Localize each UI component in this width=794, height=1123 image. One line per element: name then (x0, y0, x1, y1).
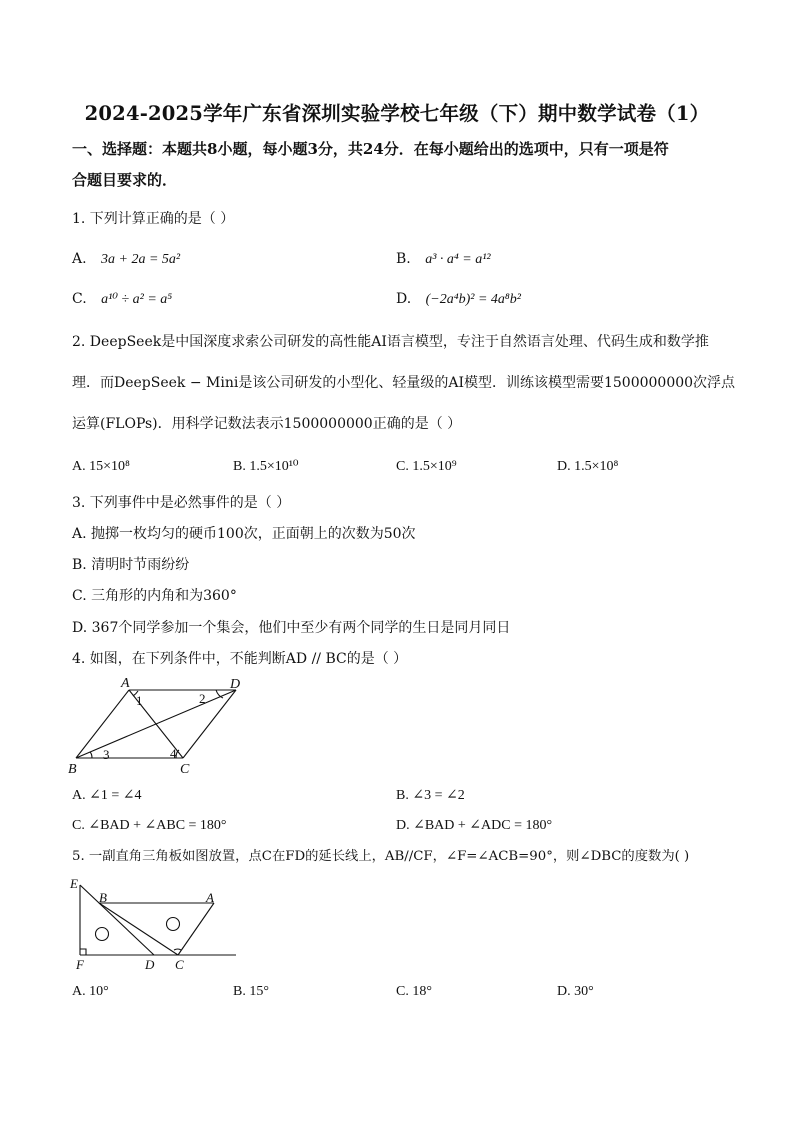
q5-stem: 5. 一副直角三角板如图放置，点C在FD的延长线上，AB//CF，∠F=∠ACB=90°，则∠DBC的度数为( ) (72, 849, 690, 864)
q1-option-b-expr: a³ · a⁴ = a¹² (425, 252, 491, 267)
q5-label-c: C (175, 957, 184, 972)
q3-option-d: D. 367个同学参加一个集会，他们中至少有两个同学的生日是同月同日 (72, 620, 511, 636)
q2-stem-line-3: 运算(FLOPs)．用科学记数法表示1500000000正确的是（ ） (72, 416, 462, 432)
q4-label-angle-3: 3 (103, 747, 110, 762)
q1-option-c-expr: a¹⁰ ÷ a² = a⁵ (101, 292, 173, 307)
q5-label-f: F (76, 957, 84, 972)
q5-triangle-set-figure (66, 872, 246, 972)
q4-segment-bd (76, 690, 236, 758)
q1-stem: 1. 下列计算正确的是（ ） (72, 211, 235, 227)
q2-stem-line-1: 2. DeepSeek是中国深度求索公司研发的高性能AI语言模型，专注于自然语言处理、代码生成和数学推 (72, 334, 709, 350)
q4-label-angle-2: 2 (199, 691, 206, 706)
q5-segment-bc (99, 903, 178, 955)
q1-option-a (72, 252, 180, 267)
q5-right-angle-f-mark (80, 949, 86, 955)
q3-option-a: A. 抛掷一枚均匀的硬币100次，正面朝上的次数为50次 (72, 526, 416, 542)
q4-stem: 4. 如图，在下列条件中，不能判断AD // BC的是（ ） (72, 651, 408, 667)
q1-option-a-label: A. (72, 251, 87, 267)
q2-option-a: A. 15×10⁸ (72, 459, 130, 474)
q3-option-c: C. 三角形的内角和为360° (72, 588, 237, 604)
q5-option-b: B. 15° (233, 984, 269, 999)
q5-triangle-hole-right (167, 918, 180, 931)
q4-label-angle-1: 1 (136, 693, 143, 708)
q4-angle-3-arc (90, 752, 92, 758)
q2-option-c: C. 1.5×10⁹ (396, 459, 457, 474)
q5-label-d: D (145, 957, 155, 972)
q2-stem-line-2: 理．而DeepSeek − Mini是该公司研发的小型化、轻量级的AI模型．训练该模型需要1500000000次浮点 (72, 375, 736, 391)
q4-label-c: C (180, 762, 190, 777)
q5-triangle-hole-left (96, 928, 109, 941)
q5-right-angle-c-mark (174, 949, 181, 950)
q5-label-a: A (206, 890, 214, 905)
q1-option-b (396, 252, 491, 267)
q4-segment-dc (183, 690, 236, 758)
q5-option-d: D. 30° (557, 984, 594, 999)
q4-label-a: A (121, 676, 130, 691)
q3-stem: 3. 下列事件中是必然事件的是（ ） (72, 495, 291, 511)
q4-option-d: D. ∠BAD + ∠ADC = 180° (396, 818, 553, 833)
section-heading-line-1: 一、选择题：本题共8小题，每小题3分，共24分．在每小题给出的选项中，只有一项是符 (72, 140, 669, 158)
q4-parallelogram-figure (66, 672, 256, 782)
q1-option-d (396, 292, 521, 307)
q2-option-d: D. 1.5×10⁸ (557, 459, 619, 474)
q5-option-a: A. 10° (72, 984, 109, 999)
q1-option-c (72, 292, 172, 307)
q4-label-angle-4: 4 (170, 746, 177, 761)
q5-label-b: B (99, 890, 107, 905)
q5-option-c: C. 18° (396, 984, 432, 999)
q4-label-b: B (68, 762, 77, 777)
section-heading-line-2: 合题目要求的． (72, 171, 178, 189)
q4-option-b: B. ∠3 = ∠2 (396, 788, 465, 803)
q1-option-b-label: B. (396, 251, 411, 267)
q5-segment-ac (178, 903, 214, 955)
q3-option-b: B. 清明时节雨纷纷 (72, 557, 190, 573)
q4-label-d: D (230, 677, 241, 692)
q5-label-e: E (70, 876, 78, 891)
q4-option-a: A. ∠1 = ∠4 (72, 788, 142, 803)
page-title: 2024-2025学年广东省深圳实验学校七年级（下）期中数学试卷（1） (84, 102, 710, 125)
q1-option-a-expr: 3a + 2a = 5a² (101, 252, 181, 267)
q1-option-c-label: C. (72, 291, 87, 307)
q2-option-b: B. 1.5×10¹⁰ (233, 459, 299, 474)
q4-option-c: C. ∠BAD + ∠ABC = 180° (72, 818, 227, 833)
q1-option-d-label: D. (396, 291, 412, 307)
q1-option-d-expr: (−2a⁴b)² = 4a⁸b² (425, 292, 521, 307)
q5-segment-ed (80, 885, 154, 955)
